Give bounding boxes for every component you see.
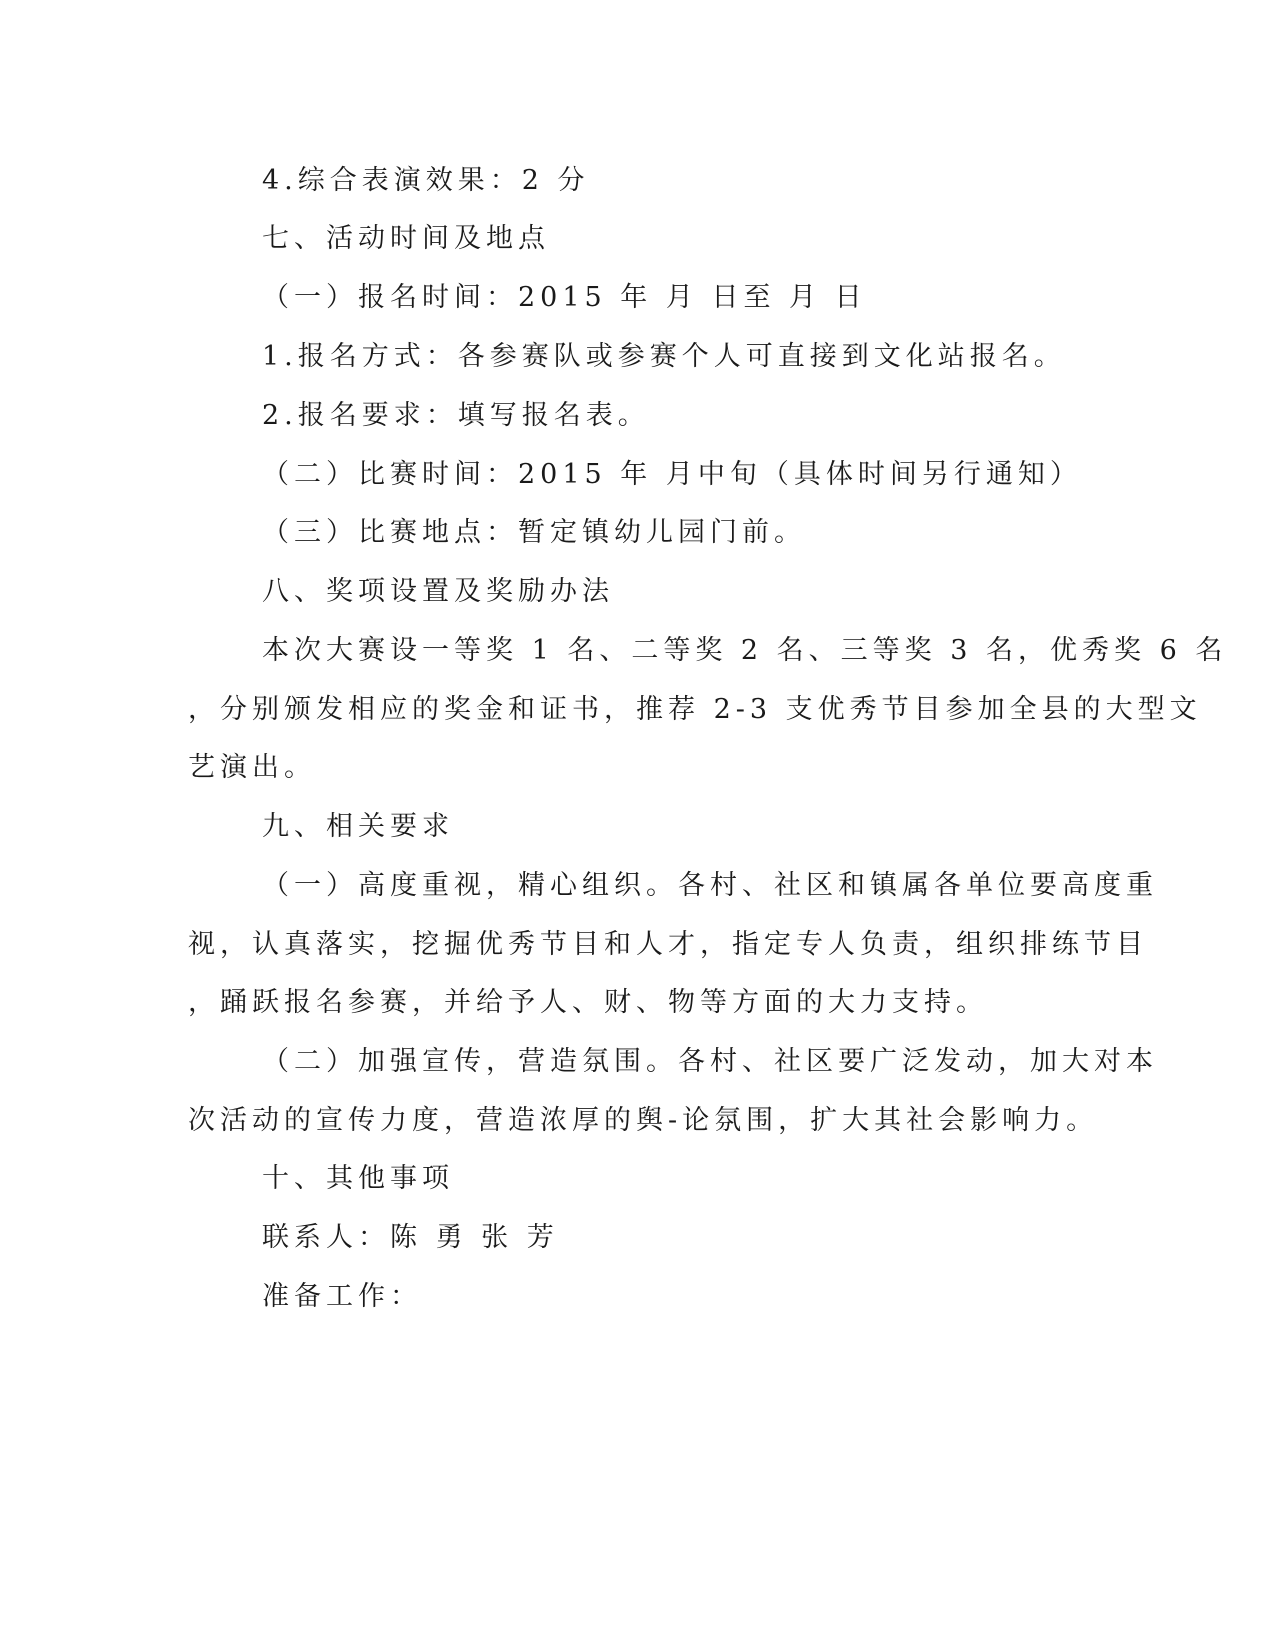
contact-persons: 联系人：陈 勇 张 芳 bbox=[262, 1222, 559, 1253]
section-10-heading: 十、其他事项 bbox=[262, 1163, 454, 1194]
requirement-1-line-2: 视，认真落实，挖掘优秀节目和人才，指定专人负责，组织排练节目 bbox=[188, 929, 1148, 960]
section-7-heading: 七、活动时间及地点 bbox=[262, 223, 550, 254]
awards-paragraph-line-3: 艺演出。 bbox=[188, 752, 316, 783]
competition-location: （三）比赛地点：暂定镇幼儿园门前。 bbox=[262, 517, 806, 548]
competition-time: （二）比赛时间：2015 年 月中旬（具体时间另行通知） bbox=[262, 459, 1082, 490]
requirement-2-line-2: 次活动的宣传力度，营造浓厚的舆-论氛围，扩大其社会影响力。 bbox=[188, 1105, 1099, 1136]
awards-paragraph-line-1: 本次大赛设一等奖 1 名、二等奖 2 名、三等奖 3 名，优秀奖 6 名 bbox=[262, 635, 1228, 666]
registration-requirement: 2.报名要求：填写报名表。 bbox=[262, 400, 650, 431]
section-9-heading: 九、相关要求 bbox=[262, 811, 454, 842]
scoring-item-4: 4.综合表演效果：2 分 bbox=[262, 165, 590, 196]
registration-method: 1.报名方式：各参赛队或参赛个人可直接到文化站报名。 bbox=[262, 341, 1066, 372]
registration-time: （一）报名时间：2015 年 月 日至 月 日 bbox=[262, 282, 867, 313]
requirement-1-line-1: （一）高度重视，精心组织。各村、社区和镇属各单位要高度重 bbox=[262, 870, 1158, 901]
section-8-heading: 八、奖项设置及奖励办法 bbox=[262, 576, 614, 607]
requirement-2-line-1: （二）加强宣传，营造氛围。各村、社区要广泛发动，加大对本 bbox=[262, 1046, 1158, 1077]
requirement-1-line-3: ，踊跃报名参赛，并给予人、财、物等方面的大力支持。 bbox=[188, 987, 988, 1018]
awards-paragraph-line-2: ，分别颁发相应的奖金和证书，推荐 2-3 支优秀节目参加全县的大型文 bbox=[188, 694, 1202, 725]
preparation-work: 准备工作： bbox=[262, 1281, 422, 1312]
